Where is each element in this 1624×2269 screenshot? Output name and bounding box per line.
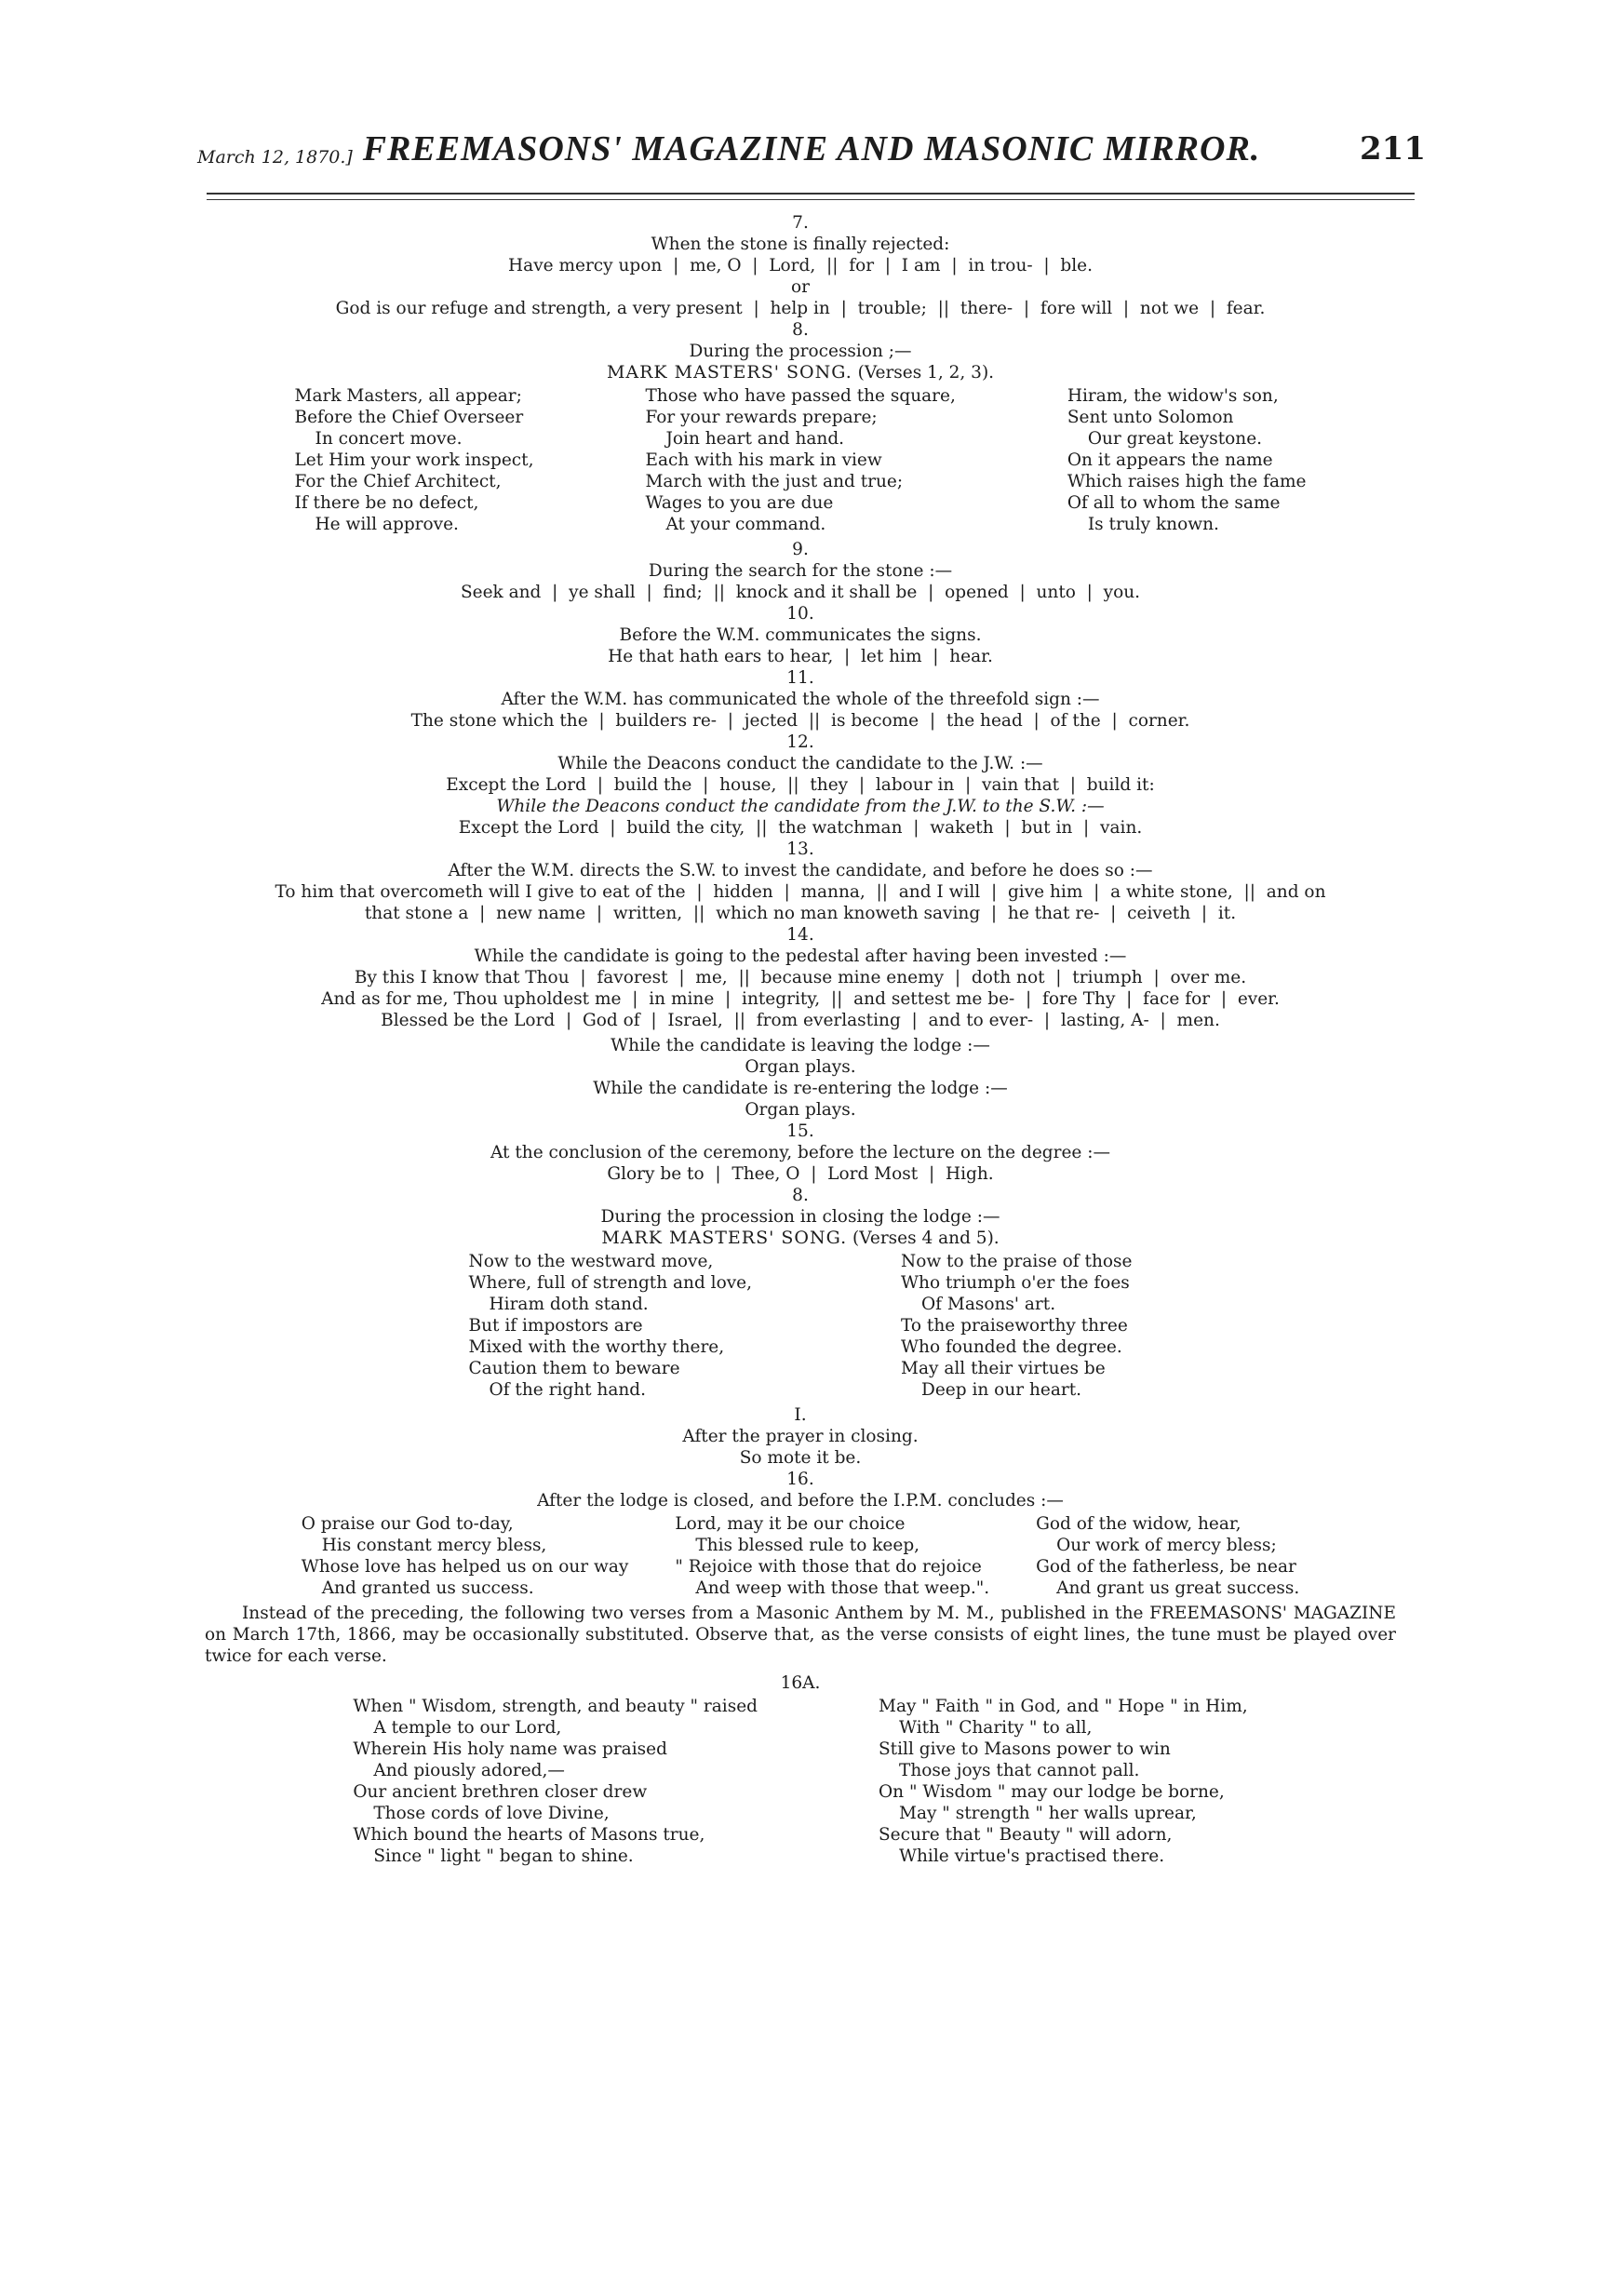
chant-line: The stone which the | builders re- | jected || is become | the head | of the | corner. xyxy=(410,711,1190,731)
verse-line: Who triumph o'er the foes xyxy=(901,1273,1130,1293)
header-rule-thin xyxy=(207,199,1415,200)
rubric: While the Deacons conduct the candidate from the J.W. to the S.W. :— xyxy=(496,797,1105,816)
verse-line: " Rejoice with those that do rejoice xyxy=(675,1557,982,1577)
rubric: While the Deacons conduct the candidate to the J.W. :— xyxy=(557,754,1043,773)
rubric: While the candidate is leaving the lodge :— xyxy=(611,1036,990,1055)
rubric: Before the W.M. communicates the signs. xyxy=(619,625,982,645)
verse-line: Those cords of love Divine, xyxy=(373,1804,610,1823)
song-verses-block xyxy=(177,1251,1424,1401)
verse-line: On it appears the name xyxy=(1067,450,1273,470)
stanza xyxy=(469,1251,752,1401)
verse-line: May " Faith " in God, and " Hope " in Him, xyxy=(879,1697,1248,1716)
chant-line: He that hath ears to hear, | let him | hear. xyxy=(608,647,993,666)
rubric: During the procession in closing the lodge :— xyxy=(600,1207,1000,1227)
verse-line: Who founded the degree. xyxy=(901,1337,1122,1357)
verse-line: Of the right hand. xyxy=(489,1380,647,1400)
page-header xyxy=(197,128,1426,184)
verse-line: This blessed rule to keep, xyxy=(695,1536,920,1555)
section-number: 16. xyxy=(786,1470,814,1489)
stanza xyxy=(879,1696,1248,1867)
magazine-title: FREEMASONS' MAGAZINE AND MASONIC MIRROR. xyxy=(362,129,1261,168)
verse-line: Wherein His holy name was praised xyxy=(353,1739,667,1759)
organ-direction: Organ plays. xyxy=(745,1100,856,1120)
verse-line: Now to the westward move, xyxy=(468,1252,714,1271)
verse-line: Hiram doth stand. xyxy=(489,1295,649,1314)
stanza xyxy=(353,1696,758,1867)
verse-line: He will approve. xyxy=(315,515,459,534)
verse-line: Our great keystone. xyxy=(1087,429,1263,449)
verse-line: Is truly known. xyxy=(1087,515,1219,534)
verse-line: But if impostors are xyxy=(468,1316,643,1336)
rubric: During the procession ;— xyxy=(689,342,912,361)
alternative-marker: or xyxy=(791,277,810,297)
section-number: 13. xyxy=(786,839,814,859)
response: So mote it be. xyxy=(739,1448,862,1468)
verse-line: Secure that " Beauty " will adorn, xyxy=(879,1825,1173,1845)
chant-line: By this I know that Thou | favorest | me, || because mine enemy | doth not | triumph | over me. xyxy=(354,968,1247,987)
verse-line: When " Wisdom, strength, and beauty " raised xyxy=(353,1697,758,1716)
section-number: 12. xyxy=(786,732,814,752)
verse-line: Which bound the hearts of Masons true, xyxy=(353,1825,705,1845)
song-heading xyxy=(177,362,1424,383)
verse-line: On " Wisdom " may our lodge be borne, xyxy=(879,1782,1225,1802)
chant-line: And as for me, Thou upholdest me | in mine | integrity, || and settest me be- | fore Thy | face for | ever. xyxy=(321,989,1280,1009)
page-body xyxy=(177,212,1424,1871)
hymn-verses-block xyxy=(177,1513,1424,1599)
verse-line: Each with his mark in view xyxy=(645,450,882,470)
chant-line: To him that overcometh will I give to eat of the | hidden | manna, || and I will | give him | a white stone, || and on xyxy=(275,882,1326,902)
section-number: I. xyxy=(794,1405,807,1425)
verse-line: Let Him your work inspect, xyxy=(294,450,534,470)
section-number: 15. xyxy=(786,1121,814,1141)
section-number: 9. xyxy=(792,540,809,559)
rubric: While the candidate is going to the pedestal after having been invested :— xyxy=(474,947,1127,966)
rubric: After the lodge is closed, and before the I.P.M. concludes :— xyxy=(537,1491,1064,1510)
verse-line: Those joys that cannot pall. xyxy=(899,1761,1140,1780)
verse-line: Lord, may it be our choice xyxy=(675,1514,906,1534)
verse-line: Of all to whom the same xyxy=(1067,493,1281,513)
verse-line: O praise our God to-day, xyxy=(301,1514,514,1534)
organ-direction: Organ plays. xyxy=(745,1057,856,1077)
verse-line: For the Chief Architect, xyxy=(294,472,502,491)
verse-line: A temple to our Lord, xyxy=(373,1718,562,1738)
anthem-verses-block xyxy=(177,1696,1424,1867)
rubric: After the prayer in closing. xyxy=(682,1427,919,1446)
verse-line: Mixed with the worthy there, xyxy=(468,1337,725,1357)
verse-line: Sent unto Solomon xyxy=(1067,408,1234,427)
verse-line: And granted us success. xyxy=(321,1578,534,1598)
verse-line: Mark Masters, all appear; xyxy=(294,386,522,406)
verse-line: Our ancient brethren closer drew xyxy=(353,1782,648,1802)
verse-line: If there be no defect, xyxy=(294,493,479,513)
song-title: MARK MASTERS' SONG. xyxy=(601,1228,848,1248)
rubric: While the candidate is re-entering the lodge :— xyxy=(593,1079,1008,1098)
chant-line: Except the Lord | build the | house, || they | labour in | vain that | build it: xyxy=(446,775,1155,795)
rubric: At the conclusion of the ceremony, before the lecture on the degree :— xyxy=(490,1143,1110,1162)
verse-line: Where, full of strength and love, xyxy=(468,1273,753,1293)
section-number: 8. xyxy=(792,320,809,340)
verse-line: God of the fatherless, be near xyxy=(1036,1557,1296,1577)
verse-line: Since " light " began to shine. xyxy=(373,1846,634,1866)
verse-line: May all their virtues be xyxy=(901,1359,1106,1378)
verse-line: In concert move. xyxy=(315,429,463,449)
stanza xyxy=(1036,1513,1299,1599)
chant-line: God is our refuge and strength, a very present | help in | trouble; || there- | fore will | not we | fear. xyxy=(335,299,1266,318)
section-number: 7. xyxy=(792,213,809,233)
rubric: After the W.M. directs the S.W. to invest the candidate, and before he does so :— xyxy=(448,861,1153,880)
stanza xyxy=(901,1251,1132,1401)
section-number: 16A. xyxy=(780,1673,821,1693)
stanza xyxy=(675,1513,989,1599)
verse-line: May " strength " her walls uprear, xyxy=(899,1804,1197,1823)
rubric: When the stone is finally rejected: xyxy=(651,235,950,254)
section-number: 8. xyxy=(792,1186,809,1205)
verse-line: Deep in our heart. xyxy=(921,1380,1082,1400)
verse-line: Whose love has helped us on our way xyxy=(301,1557,629,1577)
stanza xyxy=(295,385,534,535)
verse-line: Hiram, the widow's son, xyxy=(1067,386,1279,406)
rubric: After the W.M. has communicated the whole of the threefold sign :— xyxy=(501,690,1100,709)
verse-line: And grant us great success. xyxy=(1056,1578,1300,1598)
chant-line: Have mercy upon | me, O | Lord, || for | I am | in trou- | ble. xyxy=(508,256,1093,275)
verse-line: At your command. xyxy=(665,515,826,534)
header-rule xyxy=(207,193,1415,195)
verse-line: Those who have passed the square, xyxy=(645,386,956,406)
verse-line: His constant mercy bless, xyxy=(321,1536,547,1555)
verse-line: While virtue's practised there. xyxy=(899,1846,1165,1866)
song-verses-block xyxy=(177,385,1424,535)
verse-line: Before the Chief Overseer xyxy=(294,408,524,427)
page-number: 211 xyxy=(1360,130,1426,168)
substitution-note: Instead of the preceding, the following two verses from a Masonic Anthem by M. M., published in the FREEMASONS' MAGAZINE on March 17th, 1866, may be occasionally substituted. Observe that, as the verse consists of eight lines, the tune must be played over twice for each verse. xyxy=(205,1604,1396,1666)
verse-line: For your rewards prepare; xyxy=(645,408,878,427)
verse-line: And piously adored,— xyxy=(373,1761,565,1780)
verse-line: With " Charity " to all, xyxy=(899,1718,1093,1738)
stanza xyxy=(302,1513,629,1599)
song-title: MARK MASTERS' SONG. xyxy=(606,362,852,383)
stanza xyxy=(645,385,955,535)
verse-line: And weep with those that weep.". xyxy=(695,1578,990,1598)
verse-line: Of Masons' art. xyxy=(921,1295,1056,1314)
verse-line: God of the widow, hear, xyxy=(1036,1514,1241,1534)
section-number: 11. xyxy=(786,668,814,688)
verse-line: Still give to Masons power to win xyxy=(879,1739,1171,1759)
verse-line: Caution them to beware xyxy=(468,1359,680,1378)
rubric: During the search for the stone :— xyxy=(648,561,953,581)
verse-line: To the praiseworthy three xyxy=(901,1316,1128,1336)
song-verses: (Verses 1, 2, 3). xyxy=(857,363,995,383)
verse-line: Wages to you are due xyxy=(645,493,834,513)
verse-line: Which raises high the fame xyxy=(1067,472,1307,491)
section-number: 10. xyxy=(786,604,814,624)
issue-date: March 12, 1870.] xyxy=(197,147,353,168)
chant-line: Blessed be the Lord | God of | Israel, || from everlasting | and to ever- | lasting, A- | men. xyxy=(381,1011,1220,1030)
chant-line: that stone a | new name | written, || which no man knoweth saving | he that re- | ceiveth | it. xyxy=(364,904,1237,923)
song-verses: (Verses 4 and 5). xyxy=(852,1228,1000,1248)
chant-line: Seek and | ye shall | find; || knock and it shall be | opened | unto | you. xyxy=(460,583,1141,602)
verse-line: Our work of mercy bless; xyxy=(1056,1536,1277,1555)
chant-line: Except the Lord | build the city, || the watchman | waketh | but in | vain. xyxy=(458,818,1143,838)
verse-line: Now to the praise of those xyxy=(901,1252,1133,1271)
song-heading xyxy=(177,1228,1424,1249)
verse-line: March with the just and true; xyxy=(645,472,904,491)
chant-line: Glory be to | Thee, O | Lord Most | High. xyxy=(607,1164,994,1184)
section-number: 14. xyxy=(786,925,814,945)
stanza xyxy=(1067,385,1307,535)
verse-line: Join heart and hand. xyxy=(665,429,845,449)
